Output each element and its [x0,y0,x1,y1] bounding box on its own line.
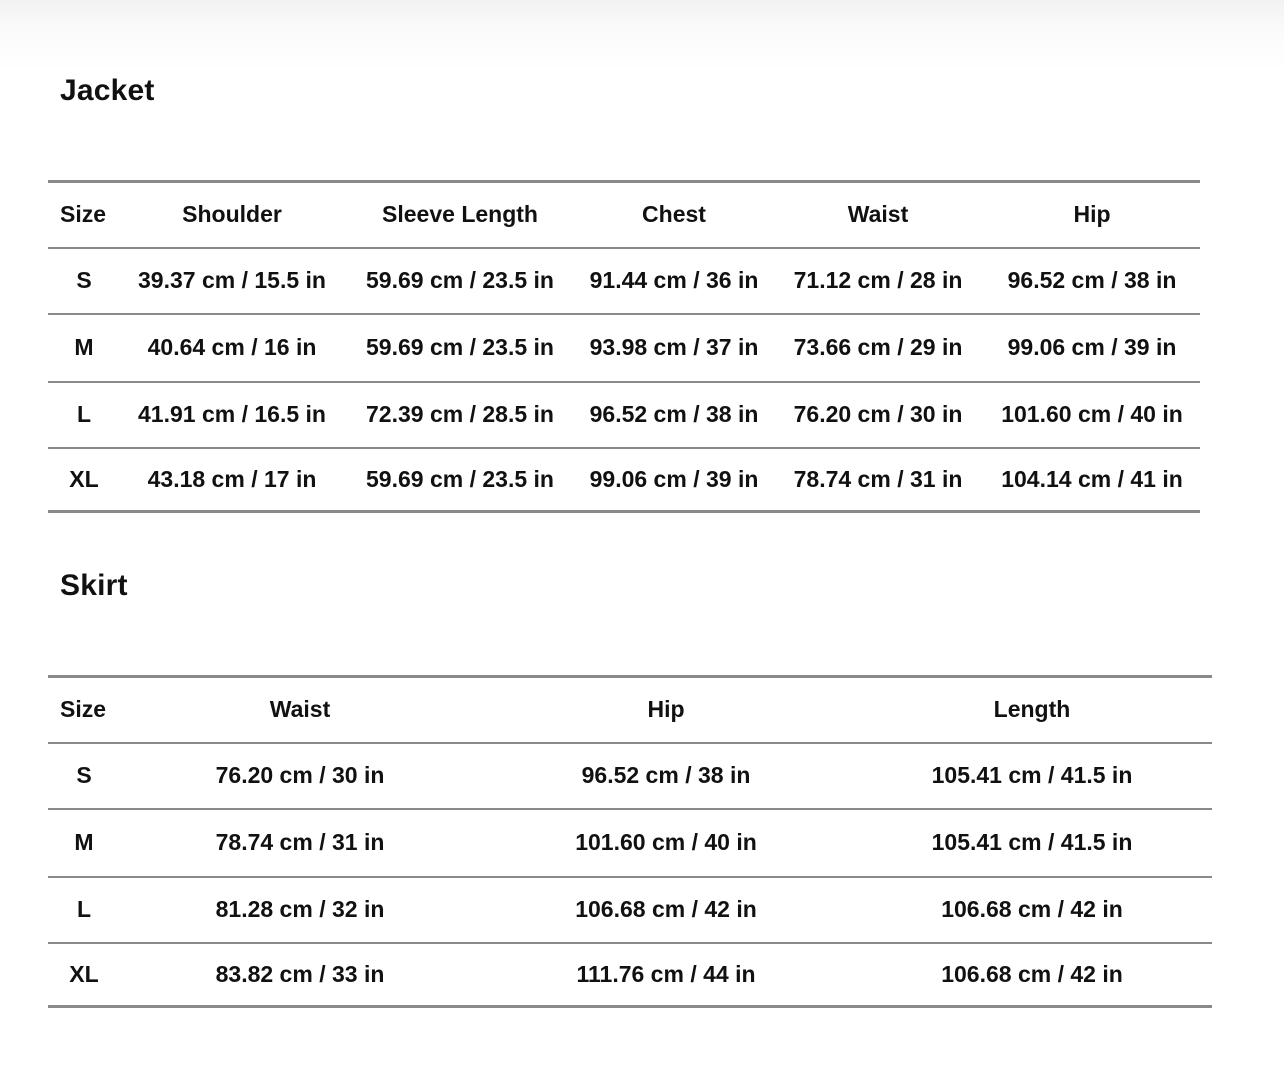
top-shadow [0,0,1284,70]
table-cell: 99.06 cm / 39 in [984,314,1200,382]
table-cell: 78.74 cm / 31 in [772,448,984,512]
table-cell: 40.64 cm / 16 in [120,314,344,382]
table-cell: 93.98 cm / 37 in [576,314,772,382]
table-row [48,248,1200,314]
header-chest: Chest [576,182,772,248]
table-cell: 106.68 cm / 42 in [852,877,1212,943]
table-cell: 78.74 cm / 31 in [120,809,480,877]
table-cell: 96.52 cm / 38 in [480,743,852,809]
header-length: Length [852,677,1212,743]
table-cell: 101.60 cm / 40 in [480,809,852,877]
table-cell: 39.37 cm / 15.5 in [120,248,344,314]
size-cell: S [48,743,120,809]
header-size: Size [48,182,120,248]
table-cell: 96.52 cm / 38 in [984,248,1200,314]
table-row [48,809,1212,877]
table-cell: 81.28 cm / 32 in [120,877,480,943]
table-cell: 41.91 cm / 16.5 in [120,382,344,448]
table-cell: 59.69 cm / 23.5 in [344,314,576,382]
table-row [48,382,1200,448]
table-cell: 76.20 cm / 30 in [772,382,984,448]
header-shoulder: Shoulder [120,182,344,248]
table-cell: 96.52 cm / 38 in [576,382,772,448]
table-cell: 101.60 cm / 40 in [984,382,1200,448]
table-header-row [48,677,1212,743]
table-cell: 43.18 cm / 17 in [120,448,344,512]
header-size: Size [48,677,120,743]
table-cell: 83.82 cm / 33 in [120,943,480,1007]
skirt-section-title: Skirt [60,569,128,602]
size-cell: XL [48,943,120,1007]
table-row [48,943,1212,1007]
table-cell: 111.76 cm / 44 in [480,943,852,1007]
header-hip: Hip [984,182,1200,248]
size-cell: M [48,809,120,877]
table-cell: 105.41 cm / 41.5 in [852,743,1212,809]
table-cell: 105.41 cm / 41.5 in [852,809,1212,877]
table-cell: 72.39 cm / 28.5 in [344,382,576,448]
table-cell: 106.68 cm / 42 in [480,877,852,943]
header-waist: Waist [772,182,984,248]
header-waist: Waist [120,677,480,743]
size-cell: L [48,877,120,943]
table-cell: 59.69 cm / 23.5 in [344,248,576,314]
jacket-size-table [48,180,1200,513]
table-cell: 59.69 cm / 23.5 in [344,448,576,512]
skirt-size-table [48,675,1212,1008]
size-cell: M [48,314,120,382]
table-cell: 76.20 cm / 30 in [120,743,480,809]
size-cell: L [48,382,120,448]
table-row [48,448,1200,512]
table-row [48,314,1200,382]
size-cell: XL [48,448,120,512]
header-sleeve-length: Sleeve Length [344,182,576,248]
jacket-section-title: Jacket [60,74,155,107]
table-cell: 73.66 cm / 29 in [772,314,984,382]
size-cell: S [48,248,120,314]
table-header-row [48,182,1200,248]
header-hip: Hip [480,677,852,743]
table-cell: 91.44 cm / 36 in [576,248,772,314]
table-cell: 106.68 cm / 42 in [852,943,1212,1007]
table-cell: 71.12 cm / 28 in [772,248,984,314]
table-cell: 104.14 cm / 41 in [984,448,1200,512]
table-row [48,743,1212,809]
table-row [48,877,1212,943]
table-cell: 99.06 cm / 39 in [576,448,772,512]
